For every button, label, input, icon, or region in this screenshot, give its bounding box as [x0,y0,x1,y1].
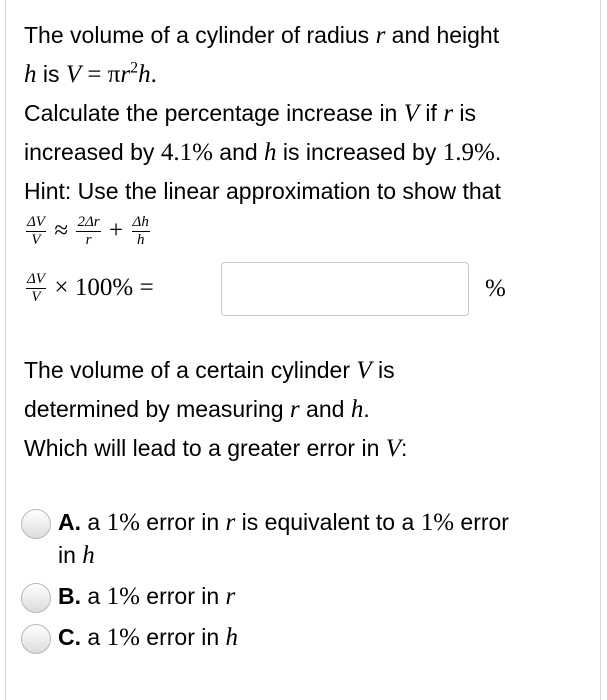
problem-line-3: Calculate the percentage increase in V if r is [24,100,477,127]
q2-line-2: determined by measuring r and h. [24,396,370,423]
question-content [24,16,584,662]
problem-line-2: h is $V = \pi r^2h$. [24,59,157,88]
problem-line-1: The volume of a cylinder of radius r and height [24,22,500,49]
hint-formula: $\frac{\Delta V}{V}$ ≈ $\frac{2\Delta r}{r}$ + $\frac{\Delta h}{h}$ [27,214,149,249]
choice-a[interactable]: A. a 1% error in r is equivalent to a 1% error in h [24,506,584,572]
choice-b[interactable]: B. a 1% error in r [24,580,584,613]
percentage-answer-input[interactable] [221,262,469,316]
question-text [24,16,584,250]
choice-b-radio[interactable] [21,583,51,613]
choice-c[interactable]: C. a 1% error in h [24,621,584,654]
answer-expression: $\frac{\Delta V}{V}$ × 100% = [27,271,154,306]
q2-line-3: Which will lead to a greater error in V: [24,435,408,462]
answer-choices [24,506,584,654]
q2-line-1: The volume of a certain cylinder V is [24,357,395,384]
hint-text: Hint: Use the linear approximation to show that [24,178,501,204]
choice-c-radio[interactable] [21,624,51,654]
fraction-delta-h-over-h: $\frac{\Delta h}{h}$ [132,214,149,249]
answer-row [24,262,584,318]
choice-a-radio[interactable] [21,509,51,539]
fraction-delta-v-over-v: $\frac{\Delta V}{V}$ [27,214,45,249]
question-2-text [24,351,584,468]
percent-unit: % [485,275,506,302]
fraction-delta-v-over-v: $\frac{\Delta V}{V}$ [27,271,45,306]
problem-line-4: increased by 4.1% and h is increased by 1.9%. [24,139,502,166]
volume-formula: $V = \pi r^2h$. [65,59,157,88]
fraction-2-delta-r-over-r: $\frac{2\Delta r}{r}$ [77,214,100,249]
